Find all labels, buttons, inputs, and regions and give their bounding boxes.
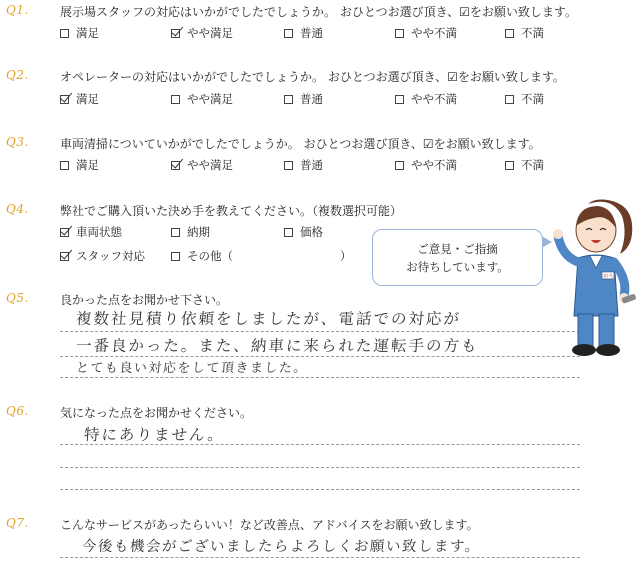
answer-rule [60,467,580,468]
bubble-line-2: お待ちしています。 [406,259,509,274]
option-q3-dissatisfied[interactable]: 不満 [505,157,544,173]
question-number: Q4. [6,202,29,216]
checkbox-checked-icon[interactable] [60,228,69,237]
svg-text:担当: 担当 [602,274,614,280]
option-q3-neutral[interactable]: 普通 [284,157,323,173]
answer-rule [60,377,580,378]
other-close-paren: ） [340,249,352,263]
handwritten-answer-line: 一番良かった。また、納車に来られた運転手の方も [75,337,480,355]
option-q4-staff-service[interactable]: スタッフ対応 [60,248,145,264]
handwritten-answer-line: とても良い対応をして頂きました。 [75,361,309,376]
checkbox-icon[interactable] [505,29,514,38]
question-text: こんなサービスがあったらいい！など改善点、アドバイスをお願い致します。 [60,518,479,532]
option-q4-delivery-time[interactable]: 納期 [171,224,210,240]
option-q2-somewhat-satisfied[interactable]: やや満足 [171,91,233,107]
checkbox-icon[interactable] [395,161,404,170]
question-number: Q3. [6,135,29,149]
option-q2-neutral[interactable]: 普通 [284,91,323,107]
option-q2-somewhat-dissatisfied[interactable]: やや不満 [395,91,457,107]
checkbox-icon[interactable] [395,95,404,104]
question-number: Q7. [6,516,29,530]
option-q3-somewhat-dissatisfied[interactable]: やや不満 [395,157,457,173]
answer-rule [60,489,580,490]
mascot-staff-illustration [548,196,640,362]
checkbox-checked-icon[interactable] [60,95,69,104]
answer-rule [60,444,580,445]
handwritten-answer-line: 複数社見積り依頼をしましたが、電話での対応が [75,310,462,328]
option-q3-satisfied[interactable]: 満足 [60,157,99,173]
option-q4-other[interactable]: その他（ [171,248,233,264]
handwritten-answer-line: 今後も機会がございましたらよろしくお願い致します。 [81,539,482,555]
checkbox-icon[interactable] [171,228,180,237]
checkbox-icon[interactable] [505,161,514,170]
question-number: Q6. [6,404,29,418]
question-text: 気になった点をお聞かせください。 [60,406,253,420]
option-q2-dissatisfied[interactable]: 不満 [505,91,544,107]
question-text: 弊社でご購入頂いた決め手を教えてください。（複数選択可能） [60,204,403,218]
option-q4-price[interactable]: 価格 [284,224,323,240]
option-q1-neutral[interactable]: 普通 [284,25,323,41]
bubble-line-1: ご意見・ご指摘 [417,241,498,256]
option-q4-vehicle-condition[interactable]: 車両状態 [60,224,122,240]
option-q2-satisfied[interactable]: 満足 [60,91,99,107]
checkbox-icon[interactable] [284,95,293,104]
checkbox-icon[interactable] [171,252,180,261]
checkbox-checked-icon[interactable] [171,29,180,38]
question-number: Q1. [6,3,29,17]
handwritten-answer-line: 特にありません。 [83,426,226,444]
checkbox-icon[interactable] [60,161,69,170]
answer-rule [60,331,580,332]
checkbox-icon[interactable] [284,161,293,170]
question-text: 展示場スタッフの対応はいかがでしたでしょうか。 おひとつお選び頂き、☑をお願い致します。 [60,5,577,19]
option-q1-dissatisfied[interactable]: 不満 [505,25,544,41]
checkbox-icon[interactable] [395,29,404,38]
checkbox-icon[interactable] [171,95,180,104]
question-text: オペレーターの対応はいかがでしたでしょうか。 おひとつお選び頂き、☑をお願い致します。 [60,70,565,84]
checkbox-icon[interactable] [60,29,69,38]
checkbox-icon[interactable] [284,29,293,38]
option-q3-somewhat-satisfied[interactable]: やや満足 [171,157,233,173]
checkbox-icon[interactable] [505,95,514,104]
option-q1-somewhat-satisfied[interactable]: やや満足 [171,25,233,41]
option-q1-somewhat-dissatisfied[interactable]: やや不満 [395,25,457,41]
checkbox-icon[interactable] [284,228,293,237]
option-q1-satisfied[interactable]: 満足 [60,25,99,41]
question-number: Q2. [6,68,29,82]
checkbox-checked-icon[interactable] [60,252,69,261]
question-text: 良かった点をお聞かせ下さい。 [60,293,229,307]
answer-rule [60,557,580,558]
speech-bubble [372,229,543,286]
question-number: Q5. [6,291,29,305]
checkbox-checked-icon[interactable] [171,161,180,170]
question-text: 車両清掃についていかがでしたでしょうか。 おひとつお選び頂き、☑をお願い致します。 [60,137,541,151]
